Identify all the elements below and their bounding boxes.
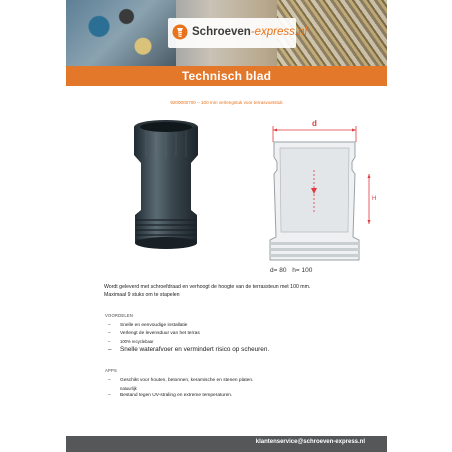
brand-name: Schroeven-express.nl — [192, 26, 308, 38]
description-line: Maximaal 9 stuks om te stapelen — [104, 292, 180, 298]
diameter-value: d= 80 — [270, 267, 287, 274]
list-item: – Snelle waterafvoer en vermindert risico op scheuren. — [108, 346, 270, 353]
customer-service-email[interactable]: klantenservice@schroeven-express.nl — [255, 439, 365, 445]
header-banner — [66, 0, 387, 66]
list-item: – Bestand tegen UV-straling en extreme temperaturen. — [108, 393, 233, 398]
brand-logo[interactable] — [168, 18, 308, 48]
list-item: natuurlijk — [120, 386, 137, 391]
product-description — [104, 283, 374, 299]
voordelen-heading: VOORDELEN — [105, 313, 134, 318]
height-value: h= 100 — [292, 267, 313, 274]
product-photo — [111, 115, 221, 260]
page-title: Technisch blad — [181, 69, 272, 83]
list-item: – Geschikt voor houten, betonnen, keramische en stenen platen. — [108, 378, 254, 383]
technical-drawing — [256, 112, 386, 277]
dimensions — [270, 267, 316, 274]
technical-sheet-page — [66, 0, 387, 452]
list-item: – Verlengt de levensduur van het terras — [108, 331, 200, 336]
tools-photo — [66, 0, 176, 66]
description-line: Wordt geleverd met schroefdraad en verhoogt de hoogte van de terrassteun met 100 mm. — [104, 284, 311, 290]
voordelen-list — [105, 322, 365, 354]
list-item: – Snelle en eenvoudige installatie — [108, 323, 188, 328]
height-label: H — [372, 196, 377, 202]
apps-list — [105, 377, 365, 400]
list-item: – 100% recyclebaar — [108, 339, 154, 344]
screw-logo-icon — [172, 24, 188, 40]
product-subtitle: 9200000700 – 100 mm verlengstuk voor terrasvoetstuk — [170, 100, 283, 105]
apps-heading: APPS — [105, 368, 117, 373]
diameter-label: d — [312, 119, 317, 128]
